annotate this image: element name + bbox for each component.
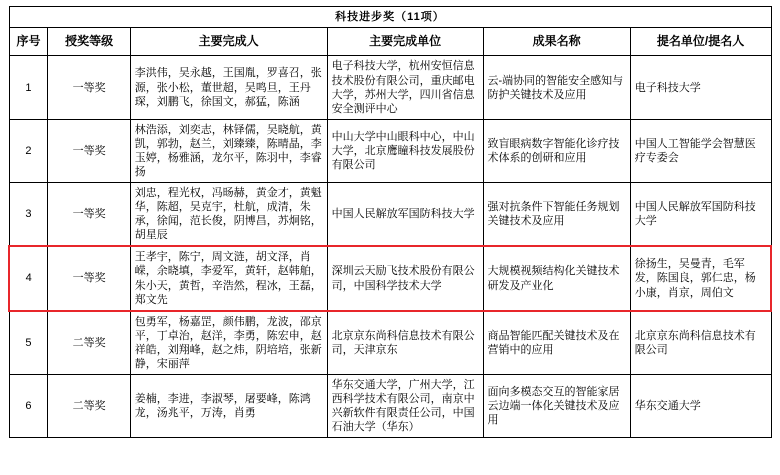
column-header-achievement: 成果名称	[483, 28, 630, 56]
table-row-highlighted	[9, 246, 771, 310]
cell-level: 一等奖	[48, 183, 130, 247]
cell-organization: 华东交通大学，广州大学，江西科学技术有限公司，南京中兴新软件有限责任公司，中国石油大学（华东）	[327, 375, 483, 438]
cell-organization: 北京京东尚科信息技术有限公司，天津京东	[327, 311, 483, 375]
cell-organization: 中国人民解放军国防科技大学	[327, 183, 483, 247]
cell-index: 4	[9, 246, 48, 310]
cell-people: 包勇军，杨嘉罡，颜伟鹏，龙波，邵京平，丁卓治，赵洋，李勇，陈宏申，赵祥皓，刘翔峰，赵之炜，阴培培，张新静，宋丽萍	[130, 311, 327, 375]
cell-nominator: 华东交通大学	[630, 375, 771, 438]
cell-organization: 电子科技大学，杭州安恒信息技术股份有限公司，重庆邮电大学，苏州大学，四川省信息安全测评中心	[327, 56, 483, 119]
cell-achievement: 面向多模态交互的智能家居云边端一体化关键技术及应用	[483, 375, 630, 438]
cell-achievement: 强对抗条件下智能任务规划关键技术及应用	[483, 183, 630, 247]
column-header-index: 序号	[9, 28, 48, 56]
cell-level: 一等奖	[48, 246, 130, 310]
cell-index: 2	[9, 119, 48, 182]
cell-nominator: 电子科技大学	[630, 56, 771, 119]
cell-nominator: 中国人民解放军国防科技大学	[630, 183, 771, 247]
cell-level: 一等奖	[48, 119, 130, 182]
cell-organization: 中山大学中山眼科中心，中山大学，北京鹰瞳科技发展股份有限公司	[327, 119, 483, 182]
column-header-level: 授奖等级	[48, 28, 130, 56]
table-row	[9, 375, 771, 438]
cell-level: 二等奖	[48, 311, 130, 375]
table-row	[9, 56, 771, 119]
cell-nominator: 中国人工智能学会智慧医疗专委会	[630, 119, 771, 182]
cell-achievement: 商品智能匹配关键技术及在营销中的应用	[483, 311, 630, 375]
cell-people: 姜楠，李进，李淑琴，屠要峰，陈鸿龙，汤兆平，万涛，肖勇	[130, 375, 327, 438]
award-table	[8, 6, 772, 438]
cell-nominator: 北京京东尚科信息技术有限公司	[630, 311, 771, 375]
cell-index: 5	[9, 311, 48, 375]
table-row	[9, 183, 771, 247]
cell-level: 一等奖	[48, 56, 130, 119]
cell-organization: 深圳云天励飞技术股份有限公司，中国科学技术大学	[327, 246, 483, 310]
table-header-row	[9, 28, 771, 56]
cell-index: 3	[9, 183, 48, 247]
cell-index: 6	[9, 375, 48, 438]
cell-people: 李洪伟，吴永越，王国胤，罗喜召，张源，张小松，董世超，吴鸣旦，王丹琛，刘鹏飞，徐国文，郝猛，陈涵	[130, 56, 327, 119]
cell-people: 刘忠，程光权，冯旸赫，黄金才，黄魁华，陈超，吴克宇，杜航，成清，朱承，徐闻，范长俊，阴博昌，苏炯铭，胡星辰	[130, 183, 327, 247]
document-title: 科技进步奖（11项）	[9, 7, 771, 28]
cell-people: 王孝宇，陈宁，周文涟，胡文泽，肖嵘，余晓填，李爱军，黄轩，赵韩舶，朱小天，黄哲，辛浩然，程冰，王磊，郑文先	[130, 246, 327, 310]
cell-achievement: 云-端协同的智能安全感知与防护关键技术及应用	[483, 56, 630, 119]
table-body	[9, 56, 771, 438]
column-header-people: 主要完成人	[130, 28, 327, 56]
cell-achievement: 大规模视频结构化关键技术研发及产业化	[483, 246, 630, 310]
cell-people: 林浩添，刘奕志，林铎儒，吴晓航，黄凯，郭勃，赵兰，刘臻臻，陈晴晶，李玉婷，杨雅涵，龙尔平，陈羽中，李睿扬	[130, 119, 327, 182]
cell-level: 二等奖	[48, 375, 130, 438]
column-header-nominator: 提名单位/提名人	[630, 28, 771, 56]
table-title-row	[9, 7, 771, 28]
cell-achievement: 致盲眼病数字智能化诊疗技术体系的创研和应用	[483, 119, 630, 182]
cell-nominator: 徐扬生，吴曼青，毛军发，陈国良，郭仁忠，杨小康，肖京，周伯文	[630, 246, 771, 310]
table-row	[9, 311, 771, 375]
column-header-organization: 主要完成单位	[327, 28, 483, 56]
cell-index: 1	[9, 56, 48, 119]
table-row	[9, 119, 771, 182]
